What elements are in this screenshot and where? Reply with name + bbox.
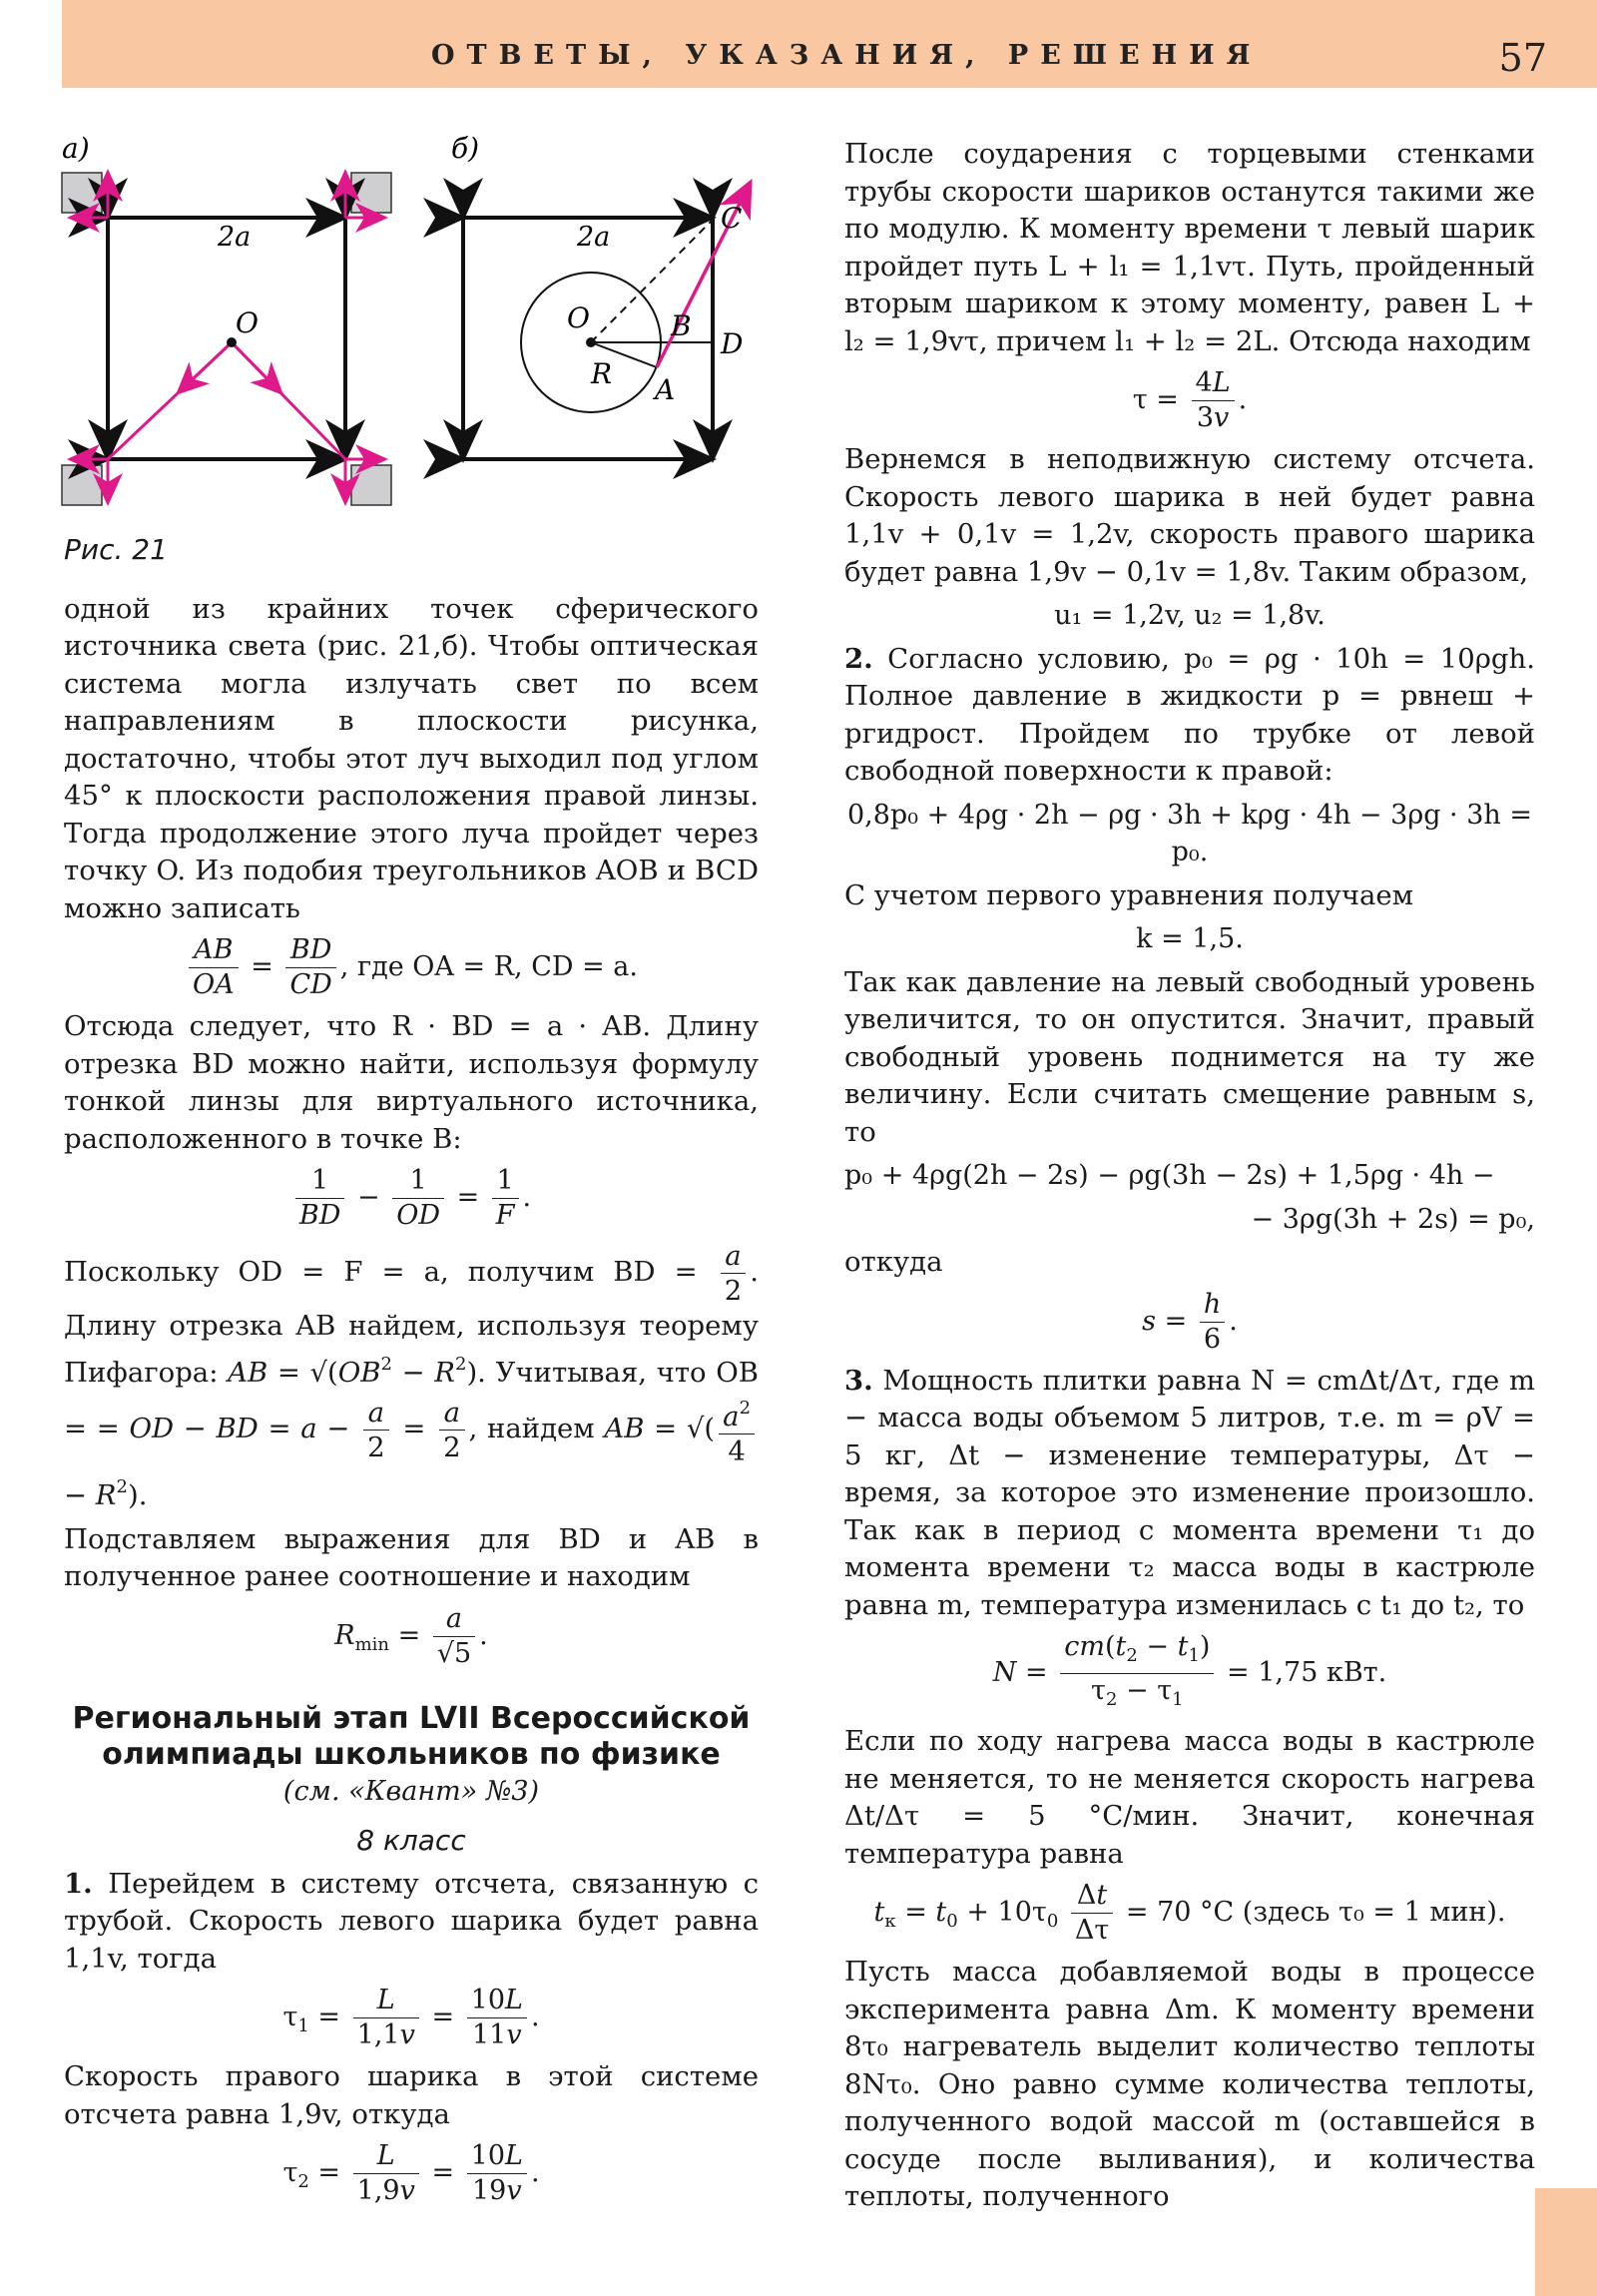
left-paragraph-3-b: . Длину отрезка AB найдем, используя теорему Пифагора: bbox=[64, 1256, 759, 1389]
left-paragraph-3-c: Учитывая, что OB = bbox=[64, 1356, 759, 1444]
right-paragraph-1: После соударения с торцевыми стенками трубы скорости шариков останутся такими же по модулю. К моменту времени τ левый шарик пройдет путь L + l₁ = 1,1vτ. Путь, пройденный вторым шариком к этому моменту, равен L + l₂ = 1,9vτ, причем l₁ + l₂ = 2L. Отсюда находим bbox=[844, 138, 1535, 357]
problem-1-start bbox=[64, 1866, 759, 1979]
equation-shift-line-1: p₀ + 4ρg(2h − 2s) − ρg(3h − 2s) + 1,5ρg · 4h − bbox=[844, 1160, 1495, 1191]
section-title-line-2: олимпиады школьников по физике bbox=[102, 1736, 721, 1772]
problem-3-start bbox=[844, 1363, 1535, 1625]
section-reference: (см. «Квант» №3) bbox=[282, 1775, 540, 1807]
equation-rmin: $R_{min}$ = $\frac{a}{√5}$ . bbox=[334, 1602, 488, 1669]
panel-b-R-label: R bbox=[591, 357, 613, 390]
equation-lens: $\frac{1}{BD}$ − $\frac{1}{OD}$ = $\frac{1}{F}$ . bbox=[64, 1164, 759, 1233]
equation-k: k = 1,5. bbox=[1136, 923, 1244, 954]
left-paragraph-4: Подставляем выражения для BD и AB в полученное ранее соотношение и находим bbox=[64, 1522, 759, 1592]
equation-tau2: $\tau_2$ = $\frac{L}{1,9v}$ = $\frac{10L}{19v}$ . bbox=[282, 2140, 540, 2206]
panel-a-side-label: 2a bbox=[218, 222, 252, 253]
figure-caption: Рис. 21 bbox=[64, 533, 168, 566]
right-paragraph-8: Если по ходу нагрева масса воды в кастрюле не меняется, то не меняется скорость нагрева Δt/Δτ = 5 °С/мин. Значит, конечная температура равна bbox=[844, 1725, 1535, 1870]
section-title-line-1: Региональный этап LVII Всероссийской bbox=[72, 1700, 751, 1736]
problem-1-text: Перейдем в систему отсчета, связанную с трубой. Скорость левого шарика будет равна 1,1v, тогда bbox=[64, 1867, 759, 1975]
left-paragraph-3-d: найдем bbox=[487, 1413, 595, 1444]
left-paragraph-1: одной из крайних точек сферического источника света (рис. 21,б). Чтобы оптическая система могла излучать свет по всем направлениям в плоскости рисунка, достаточно, чтобы этот луч выходил под углом 45° к плоскости расположения правой линзы. Тогда продолжение этого луча пройдет через точку O. Из подобия треугольников AOB и BCD можно записать bbox=[64, 592, 759, 924]
class-heading: 8 класс bbox=[356, 1824, 466, 1857]
problem-2-start bbox=[844, 641, 1535, 791]
right-paragraph-2: Вернемся в неподвижную систему отсчета. Скорость левого шарика в ней будет равна 1,1v + 0,1v = 1,2v, скорость правого шарика будет равна 1,9v − 0,1v = 1,8v. Таким образом, bbox=[844, 443, 1535, 588]
equation-final-temp-tail: = 70 °С (здесь τ₀ = 1 мин). bbox=[1125, 1897, 1506, 1928]
page-number: 57 bbox=[1498, 36, 1547, 80]
panel-b-label: б) bbox=[451, 132, 480, 165]
right-column bbox=[844, 136, 1535, 2216]
panel-b-side-label: 2a bbox=[577, 222, 611, 253]
equation-velocities: u₁ = 1,2v, u₂ = 1,8v. bbox=[1054, 600, 1326, 631]
right-paragraph-4: С учетом первого уравнения получаем bbox=[844, 878, 1414, 911]
panel-b-O-label: O bbox=[567, 301, 590, 334]
equation-shift-line-2: − 3ρg(3h + 2s) = p₀, bbox=[1251, 1203, 1535, 1235]
right-paragraph-6: откуда bbox=[844, 1246, 943, 1278]
equation-power: N = $\frac{cm(t_2 - t_1)}{\tau_2 - \tau_1}$ = 1,75 кВт. bbox=[992, 1631, 1387, 1710]
equation-pressure: 0,8p₀ + 4ρg · 2h − ρg · 3h + kρg · 4h − 3ρg · 3h = p₀. bbox=[846, 799, 1532, 867]
panel-b-C-label: C bbox=[721, 202, 743, 235]
left-column bbox=[64, 531, 759, 2214]
right-paragraph-5: Так как давление на левый свободный уровень увеличится, то он опустится. Значит, правый свободный уровень поднимется на ту же величину. Если считать смещение равным s, то bbox=[844, 965, 1535, 1148]
right-paragraph-9: Пусть масса добавляемой воды в процессе эксперимента равна Δm. К моменту времени 8τ₀ нагреватель выделит количество теплоты 8Nτ₀. Оно равно сумме количества теплоты, полученного водой массой m (оставшейся в сосуде после выливания), и количества теплоты, полученного bbox=[844, 1956, 1535, 2212]
equation-final-temp: $t_к = t_0 + 10\tau_0$ $\frac{\Delta t}{\Delta\tau}$ = 70 °С (здесь τ₀ = 1 мин). bbox=[873, 1880, 1506, 1946]
panel-b-A-label: A bbox=[655, 373, 676, 406]
problem-2-number: 2. bbox=[844, 642, 873, 675]
equation-tau: τ = $\frac{4L}{3v}$ . bbox=[1132, 367, 1248, 433]
left-paragraph-2: Отсюда следует, что R · BD = a · AB. Длину отрезка BD можно найти, используя формулу тонкой линзы для виртуального источника, расположенного в точке B: bbox=[64, 1010, 759, 1155]
panel-b-B-label: B bbox=[671, 309, 692, 342]
running-title: ОТВЕТЫ, УКАЗАНИЯ, РЕШЕНИЯ bbox=[431, 40, 1263, 71]
problem-1-number: 1. bbox=[64, 1867, 93, 1900]
left-paragraph-3: Поскольку OD = F = a, получим BD = $\frac{a}{2}$ . Длину отрезка AB найдем, используя теорему Пифагора: AB = $√(OB^2 - R^2)$. Учитывая, что OB = = OD − BD = a − $\frac{a}{2}$ = $\frac{a}{2}$ , найдем AB = √( $\frac{a^2}{4}$ − $R^2$). bbox=[64, 1240, 759, 1511]
equation-similarity: $\frac{AB}{OA}$ = $\frac{BD}{CD}$ , где OA = R, CD = a. bbox=[64, 933, 759, 1002]
page-header bbox=[62, 0, 1597, 88]
equation-tau1: $\tau_1$ = $\frac{L}{1,1v}$ = $\frac{10L}{11v}$ . bbox=[282, 1985, 540, 2050]
problem-2-text: Согласно условию, p₀ = ρg · 10h = 10ρgh. Полное давление в жидкости p = pвнеш + pгидрост. Пройдем по трубке от левой свободной поверхности к правой: bbox=[844, 642, 1535, 787]
corner-tab bbox=[1535, 2188, 1597, 2296]
equation-power-tail: = 1,75 кВт. bbox=[1227, 1657, 1387, 1688]
equation-similarity-where: , где OA = R, CD = a. bbox=[339, 951, 638, 982]
panel-a-O-label: O bbox=[236, 306, 259, 339]
panel-b-D-label: D bbox=[721, 327, 744, 360]
left-paragraph-6: Скорость правого шарика в этой системе отсчета равна 1,9v, откуда bbox=[64, 2060, 759, 2130]
problem-3-text: Мощность плитки равна N = cmΔt/Δτ, где m − масса воды объемом 5 литров, т.е. m = ρV = 5 кг, Δt − изменение температуры, Δτ − время, за которое это изменение произошло. Так как в период с момента времени τ₁ до момента времени τ₂ масса воды в кастрюле равна m, температура изменилась с t₁ до t₂, то bbox=[844, 1364, 1535, 1621]
left-paragraph-3-a: Поскольку OD = F = a, получим BD = bbox=[64, 1256, 698, 1288]
figure-21 bbox=[60, 128, 759, 527]
equation-s: s = $\frac{h}{6}$ . bbox=[1142, 1288, 1238, 1355]
problem-3-number: 3. bbox=[844, 1364, 873, 1397]
panel-a-label: а) bbox=[62, 132, 90, 165]
